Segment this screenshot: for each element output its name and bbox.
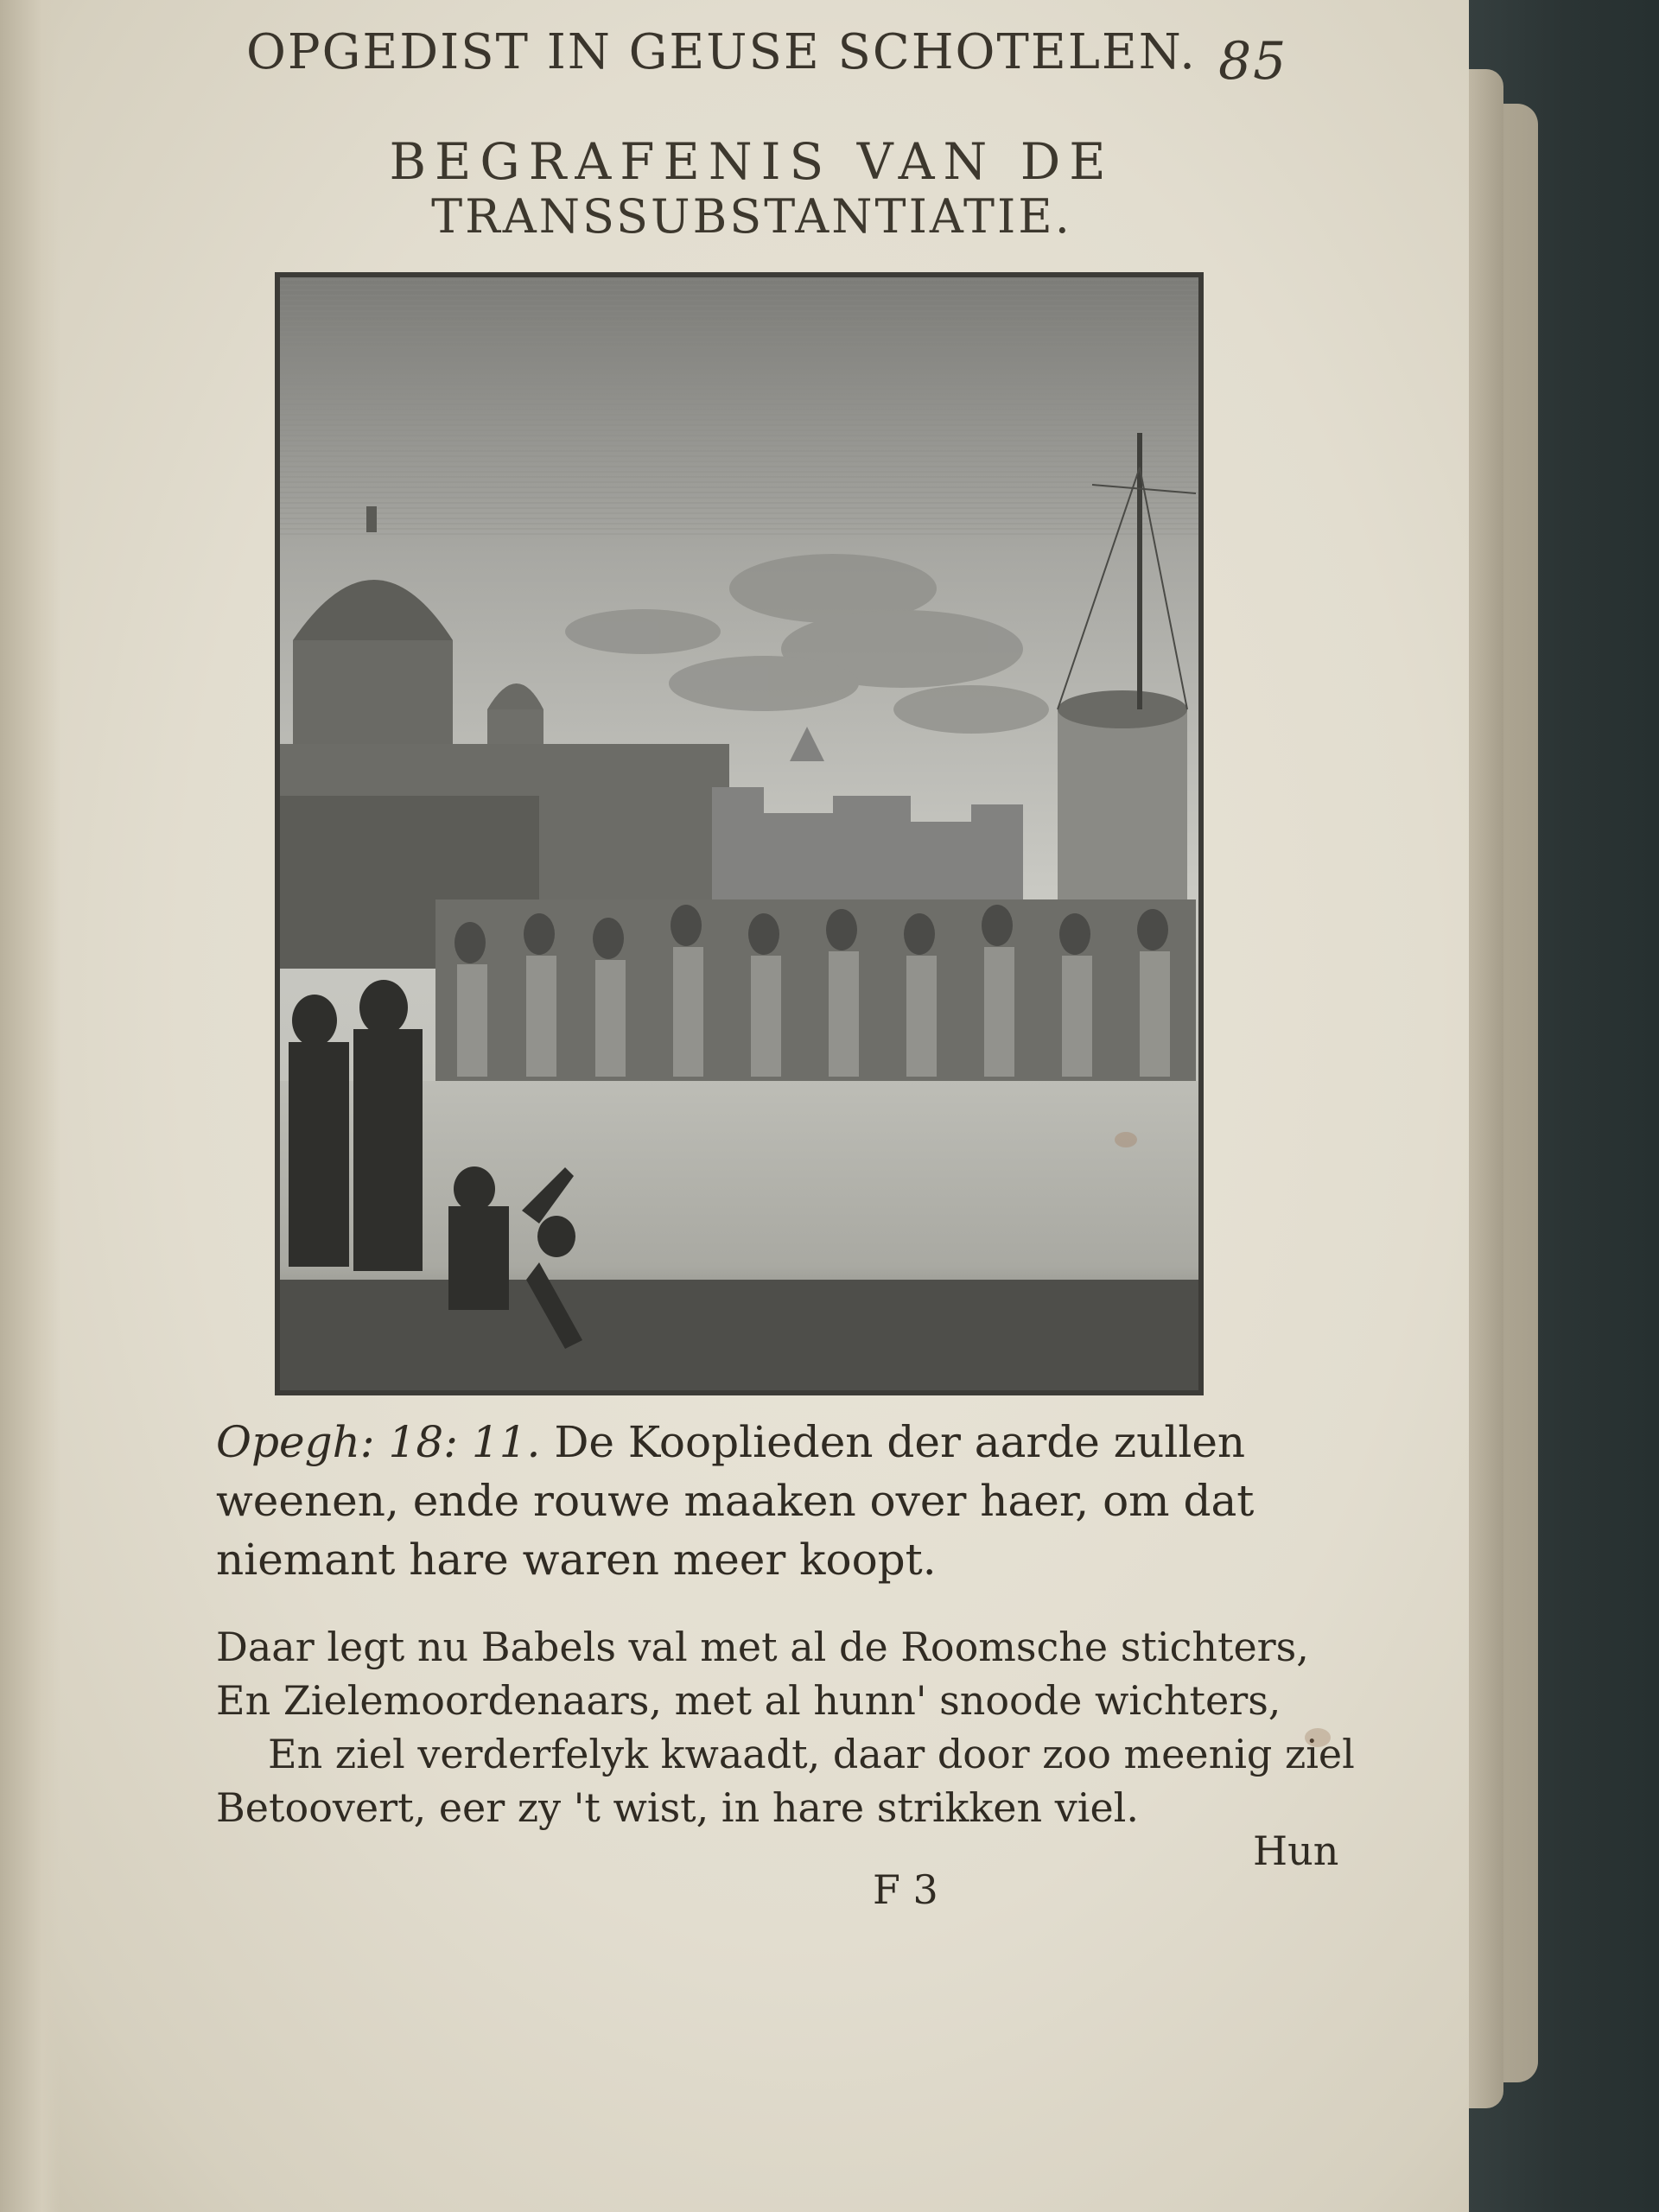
verse-line: Betoovert, eer zy 't wist, in hare strikken viel.: [216, 1784, 1140, 1831]
verse-block: [216, 1620, 1357, 1834]
scripture-reference: Opegh: 18: 11.: [216, 1417, 541, 1467]
heading-line-1: BEGRAFENIS VAN DE: [389, 132, 1115, 191]
verse-line: Daar legt nu Babels val met al de Roomsche stichters,: [216, 1624, 1309, 1670]
paper-stain: [1115, 1132, 1137, 1147]
heading-line-2: TRANSSUBSTANTIATIE.: [431, 189, 1072, 244]
running-head: [246, 24, 1309, 92]
scripture-text: De Kooplieden der aarde zullen weenen, ende rouwe maaken over haer, om dat niemant hare waren meer koopt.: [216, 1417, 1255, 1585]
running-head-title: OPGEDIST IN GEUSE SCHOTELEN.: [246, 24, 1197, 80]
chapter-heading: [337, 134, 1166, 245]
paper-stain: [1305, 1728, 1331, 1747]
page-gutter: [0, 0, 60, 2212]
verse-line: En Zielemoordenaars, met al hunn' snoode wichters,: [216, 1677, 1281, 1724]
engraving-illustration: [275, 272, 1204, 1395]
scripture-caption: [216, 1413, 1339, 1589]
signature-mark: F 3: [873, 1866, 938, 1913]
verse-line: En ziel verderfelyk kwaadt, daar door zoo meenig ziel: [268, 1731, 1355, 1777]
page-number: 85: [1218, 31, 1288, 92]
catchword: Hun: [1253, 1827, 1339, 1874]
